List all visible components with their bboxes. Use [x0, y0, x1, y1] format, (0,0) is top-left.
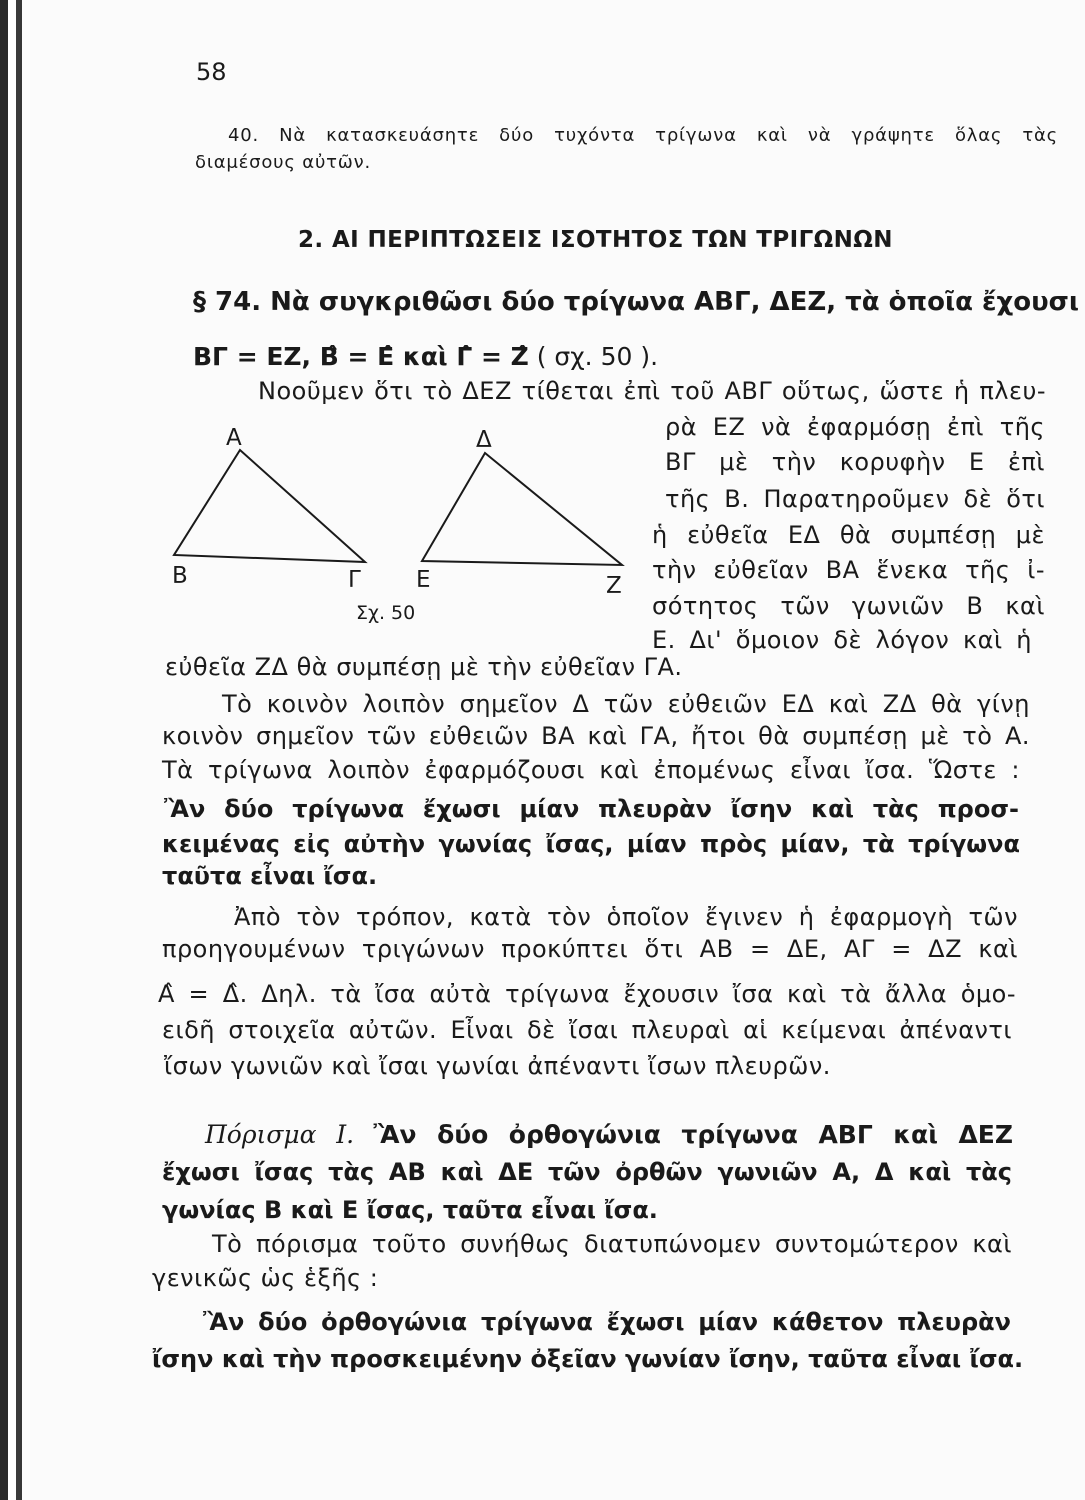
para2-line-4: ειδῆ στοιχεῖα αὐτῶν. Εἶναι δὲ ἴσαι πλευραὶ αἱ κείμεναι ἀπέναντι — [162, 1016, 1012, 1044]
page-edge-shadow — [0, 0, 8, 1500]
statement-2-line-2: ἴσην καὶ τὴν προσκειμένην ὀξεῖαν γωνίαν ἴσην, ταῦτα εἶναι ἴσα. — [152, 1345, 1024, 1373]
proof-line-4: τῆς Β. Παρατηροῦμεν δὲ ὅτι — [665, 485, 1045, 513]
proof-line-5: ἡ εὐθεῖα ΕΔ θὰ συμπέσῃ μὲ — [652, 521, 1045, 549]
para2-line-2: προηγουμένων τριγώνων προκύπτει ὅτι ΑΒ = ΔΕ, ΑΓ = ΔΖ καὶ — [162, 935, 1018, 963]
exercise-line-1: 40. Νὰ κατασκευάσητε δύο τυχόντα τρίγωνα καὶ νὰ γράψητε ὅλας τὰς — [228, 125, 1058, 146]
theorem-line-2 — [193, 342, 658, 371]
label-beta: Β — [172, 563, 188, 589]
triangle-abg — [174, 450, 365, 562]
figure-reference: ( σχ. 50 ). — [536, 342, 659, 371]
page-number: 58 — [196, 58, 227, 86]
proof-line-1: Νοοῦμεν ὅτι τὸ ΔΕΖ τίθεται ἐπὶ τοῦ ΑΒΓ οὕτως, ὥστε ἡ πλευ- — [258, 377, 1046, 405]
para3-line-1: Τὸ πόρισμα τοῦτο συνήθως διατυπώνομεν συντομώτερον καὶ — [212, 1230, 1012, 1258]
para2-line-5: ἴσων γωνιῶν καὶ ἴσαι γωνίαι ἀπέναντι ἴσων πλευρῶν. — [164, 1052, 831, 1080]
statement-1-line-1: Ἂν δύο τρίγωνα ἔχωσι μίαν πλευρὰν ἴσην καὶ τὰς προσ- — [164, 795, 1019, 823]
statement-1-line-3: ταῦτα εἶναι ἴσα. — [162, 862, 378, 890]
page-edge-shadow-2 — [16, 0, 22, 1500]
exercise-line-2: διαμέσους αὐτῶν. — [195, 152, 372, 173]
corollary-line-3: γωνίας Β καὶ Ε ἴσας, ταῦτα εἶναι ἴσα. — [162, 1196, 658, 1224]
corollary-label: Πόρισμα Ι. — [205, 1120, 355, 1149]
label-epsilon: Ε — [416, 567, 431, 593]
proof-line-2: ρὰ ΕΖ νὰ ἐφαρμόσῃ ἐπὶ τῆς — [665, 413, 1045, 441]
corollary-line-1 — [205, 1120, 1013, 1149]
section-title: 2. ΑΙ ΠΕΡΙΠΤΩΣΕΙΣ ΙΣΟΤΗΤΟΣ ΤΩΝ ΤΡΙΓΩΝΩΝ — [298, 227, 893, 253]
para2-line-1: Ἀπὸ τὸν τρόπον, κατὰ τὸν ὁποῖον ἔγινεν ἡ ἐφαρμογὴ τῶν — [234, 903, 1018, 931]
corollary-statement: Ἂν δύο ὀρθογώνια τρίγωνα ΑΒΓ καὶ ΔΕΖ — [373, 1120, 1013, 1149]
statement-2-line-1: Ἂν δύο ὀρθογώνια τρίγωνα ἔχωσι μίαν κάθετον πλευρὰν — [203, 1308, 1011, 1336]
proof-line-7: σότητος τῶν γωνιῶν Β καὶ — [652, 592, 1045, 620]
theorem-line-1: § 74. Νὰ συγκριθῶσι δύο τρίγωνα ΑΒΓ, ΔΕΖ, τὰ ὁποῖα ἔχουσι — [193, 287, 1080, 317]
label-alpha: Α — [226, 425, 242, 451]
figure-caption: Σχ. 50 — [356, 602, 416, 624]
proof-line-3: ΒΓ μὲ τὴν κορυφὴν Ε ἐπὶ — [665, 448, 1045, 476]
proof-line-10: Τὸ κοινὸν λοιπὸν σημεῖον Δ τῶν εὐθειῶν ΕΔ καὶ ΖΔ θὰ γίνῃ — [222, 690, 1030, 718]
para3-line-2: γενικῶς ὡς ἑξῆς : — [152, 1264, 379, 1292]
triangle-dez — [422, 453, 622, 565]
proof-line-11: κοινὸν σημεῖον τῶν εὐθειῶν ΒΑ καὶ ΓΑ, ἤτοι θὰ συμπέσῃ μὲ τὸ Α. — [162, 722, 1030, 750]
figure-50 — [160, 415, 640, 630]
corollary-line-2: ἔχωσι ἴσας τὰς ΑΒ καὶ ΔΕ τῶν ὀρθῶν γωνιῶν Α, Δ καὶ τὰς — [162, 1158, 1012, 1186]
proof-line-8: Ε. Δι' ὅμοιον δὲ λόγον καὶ ἡ — [652, 626, 1032, 654]
proof-line-9: εὐθεῖα ΖΔ θὰ συμπέσῃ μὲ τὴν εὐθεῖαν ΓΑ. — [165, 653, 683, 681]
proof-line-12: Τὰ τρίγωνα λοιπὸν ἐφαρμόζουσι καὶ ἐπομένως εἶναι ἴσα. Ὥστε : — [162, 756, 1020, 784]
para2-line-3: Α̂ = Δ̂. Δηλ. τὰ ἴσα αὐτὰ τρίγωνα ἔχουσιν ἴσα καὶ τὰ ἄλλα ὁμο- — [158, 980, 1016, 1008]
proof-line-6: τὴν εὐθεῖαν ΒΑ ἕνεκα τῆς ἰ- — [652, 556, 1045, 584]
label-gamma: Γ — [348, 567, 361, 593]
statement-1-line-2: κειμένας εἰς αὐτὴν γωνίας ἴσας, μίαν πρὸς μίαν, τὰ τρίγωνα — [162, 830, 1020, 858]
label-zeta: Ζ — [606, 573, 622, 599]
label-delta: Δ — [476, 427, 492, 453]
theorem-conditions: ΒΓ = ΕΖ, Β̂ = Ε̂ καὶ Γ̂ = Ζ̂ — [193, 342, 529, 371]
